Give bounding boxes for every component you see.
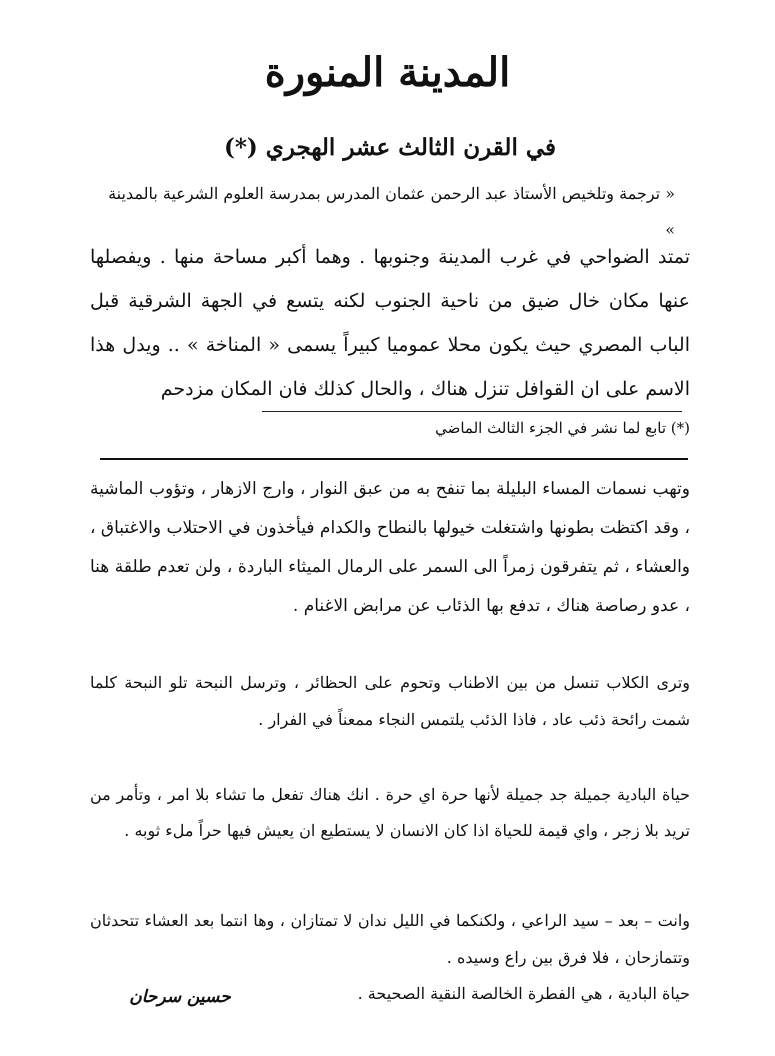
article-subtitle: في القرن الثالث عشر الهجري (*): [223, 134, 557, 161]
paragraph: تمتد الضواحي في غرب المدينة وجنوبها . وهما أكبر مساحة منها . ويفصلها عنها مكان خال ضيق من ناحية الجنوب لكنه يتسع في الجهة الشرقية قبل الباب المصري حيث يكون محلا عموميا كبيراً يسمى « المناخة » .. ويدل هذا الاسم على ان القوافل تنزل هناك ، والحال كذلك فان المكان مزدحم: [90, 246, 690, 400]
paragraph: حياة البادية جميلة جد جميلة لأنها حرة اي حرة . انك هناك تفعل ما تشاء بلا امر ، وتأمر من تريد بلا زجر ، واي قيمة للحياة اذا كان الانسان لا يستطيع ان يعيش فيها حراً ملء ثوبه .: [90, 785, 690, 840]
section-divider: [100, 458, 688, 460]
translator-note: « ترجمة وتلخيص الأستاذ عبد الرحمن عثمان المدرس بمدرسة العلوم الشرعية بالمدينة »: [108, 184, 675, 239]
paragraph: وترى الكلاب تنسل من بين الاطناب وتحوم على الحظائر ، وترسل النبحة تلو النبحة كلما شمت رائحة ذئب عاد ، فاذا الذئب يلتمس النجاء ممعناً في الفرار .: [90, 673, 690, 729]
article-title: المدينة المنورة: [264, 49, 511, 96]
author-signature: حسين سرحان: [129, 987, 231, 1007]
footnote: (*) تابع لما نشر في الجزء الثالث الماضي: [435, 419, 690, 437]
paragraph: وتهب نسمات المساء البليلة بما تنفح به من عبق النوار ، وارج الازهار ، وتؤوب الماشية ، وقد اكتظت بطونها واشتغلت خيولها بالنطاح والكدام فيأخذون في الاحتلاب والاغتباق ، والعشاء ، ثم يتفرقون زمراً الى السمر على الرمال الميثاء الباردة ، ولن تعدم طلقة هنا ، عدو رصاصة هناك ، تدفع بها الذئاب عن مرابض الاغنام .: [90, 479, 690, 616]
paragraph: وانت – بعد – سيد الراعي ، ولكنكما في الليل ندان لا تمتازان ، وها انتما بعد العشاء تتحدثان وتتمازحان ، فلا فرق بين راع وسيده .: [90, 911, 691, 967]
paragraph: حياة البادية ، هي الفطرة الخالصة النقية الصحيحة .: [357, 984, 690, 1003]
